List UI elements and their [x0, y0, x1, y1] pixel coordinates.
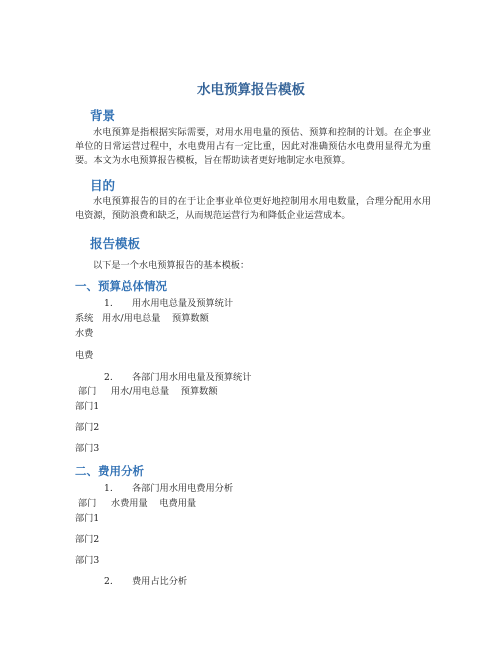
template-intro: 以下是一个水电预算报告的基本模板：	[93, 260, 250, 271]
section-heading-template: 报告模板	[90, 236, 141, 251]
item-number: 2.	[104, 372, 113, 383]
item-label: 费用占比分析	[132, 576, 188, 587]
cost-item-2	[104, 573, 187, 587]
table-header: 部门 用水/用电总量 预算数额	[75, 386, 218, 397]
table-row: 电费	[75, 350, 94, 361]
section-heading-purpose: 目的	[90, 178, 116, 193]
overview-item-2	[104, 369, 251, 383]
table-row: 部门2	[75, 534, 100, 545]
cost-item-1	[104, 480, 233, 494]
document-title: 水电预算报告模板	[197, 82, 305, 98]
table-row: 部门1	[75, 401, 100, 412]
item-number: 1.	[104, 298, 113, 309]
table-header: 部门 水费用量 电费用量	[75, 498, 197, 509]
section-heading-cost: 二、费用分析	[75, 464, 144, 478]
overview-item-1	[104, 295, 233, 309]
item-number: 1.	[104, 483, 113, 494]
purpose-paragraph: 水电预算报告的目的在于让企事业单位更好地控制用水用电数量，合理分配用水用电资源，预防浪费和缺乏，从而规范运营行为和降低企业运营成本。	[75, 196, 431, 221]
item-label: 各部门用水用电量及预算统计	[132, 372, 252, 383]
item-label: 各部门用水用电费用分析	[132, 483, 234, 494]
item-number: 2.	[104, 576, 113, 587]
section-heading-background: 背景	[90, 108, 116, 123]
table-row: 部门2	[75, 422, 100, 433]
section-heading-overview: 一、预算总体情况	[75, 279, 167, 293]
item-label: 用水用电总量及预算统计	[132, 298, 234, 309]
background-paragraph: 水电预算是指根据实际需要，对用水用电量的预估、预算和控制的计划。在企事业单位的日常运营过程中，水电费用占有一定比重，因此对准确预估水电费用显得尤为重要。本文为水电预算报告模板，旨在帮助读者更好地制定水电预算。	[75, 127, 431, 166]
table-row: 部门3	[75, 443, 100, 454]
table-row: 部门3	[75, 555, 100, 566]
table-row: 水费	[75, 328, 94, 339]
table-row: 部门1	[75, 513, 100, 524]
table-header: 系统 用水/用电总量 预算数额	[75, 313, 209, 324]
